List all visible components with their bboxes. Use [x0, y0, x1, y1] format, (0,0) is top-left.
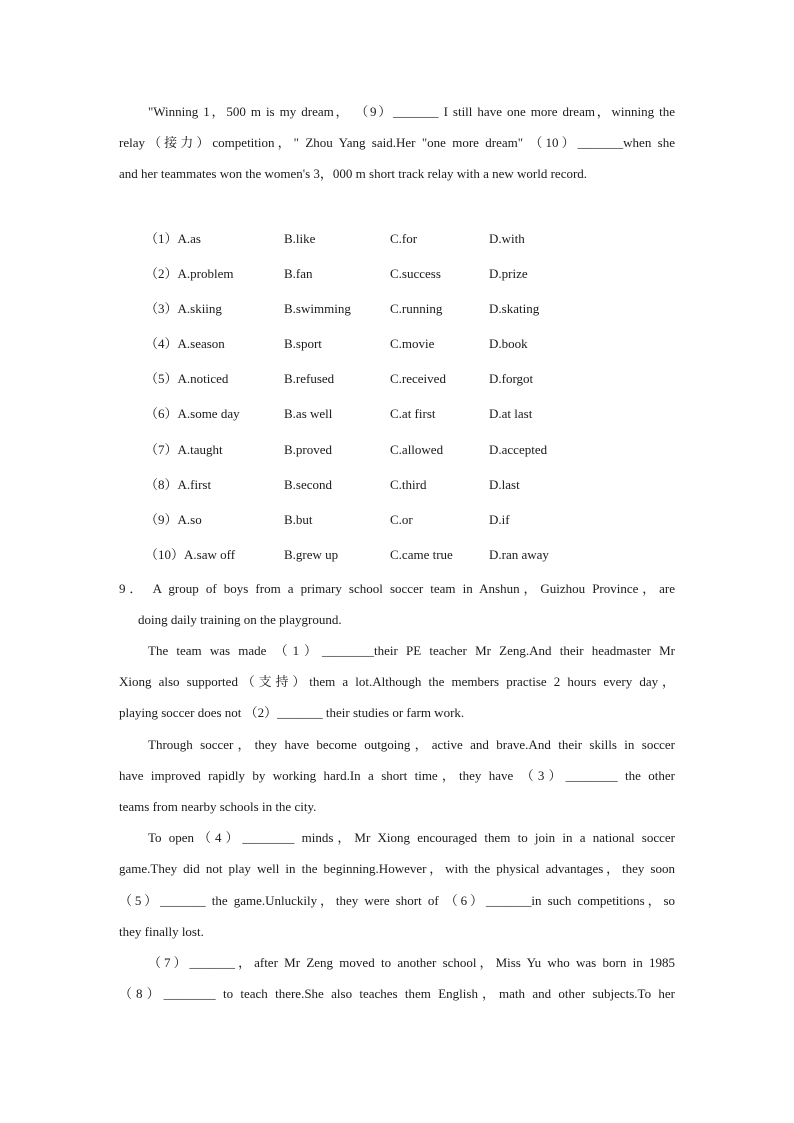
passage-line: To open（4）________ minds，Mr Xiong encouraged them to join in a national soccer: [148, 830, 675, 845]
passage-line: game.They did not play well in the beginning.However，with the physical advantages，they soon: [119, 861, 675, 876]
option-row: [0, 371, 794, 387]
option-a: （9）A.so: [145, 512, 202, 527]
option-c: C.came true: [390, 547, 453, 562]
passage-line: Xiong also supported（支持）them a lot.Although the members practise 2 hours every day，: [119, 674, 675, 689]
passage-line: relay（接力）competition，" Zhou Yang said.Her "one more dream" （10）_______when she: [119, 135, 675, 150]
option-d: D.if: [489, 512, 510, 527]
option-b: B.fan: [284, 266, 313, 281]
option-d: D.last: [489, 477, 520, 492]
option-c: C.for: [390, 231, 418, 246]
option-row: [0, 406, 794, 422]
passage-line: they finally lost.: [119, 924, 204, 939]
option-row: [0, 512, 794, 528]
option-c: C.or: [390, 512, 413, 527]
option-a: （3）A.skiing: [145, 301, 222, 316]
passage-line: （8）________ to teach there.She also teaches them English，math and other subjects.To her: [119, 986, 675, 1001]
option-row: [0, 231, 794, 247]
passage-line: and her teammates won the women's 3，000 m short track relay with a new world record.: [119, 166, 588, 181]
option-c: C.running: [390, 301, 443, 316]
passage-line: The team was made （1）________their PE teacher Mr Zeng.And their headmaster Mr: [148, 643, 675, 658]
option-row: [0, 301, 794, 317]
option-c: C.movie: [390, 336, 435, 351]
option-b: B.proved: [284, 442, 333, 457]
option-b: B.second: [284, 477, 333, 492]
option-a: （6）A.some day: [145, 406, 240, 421]
option-a: （7）A.taught: [145, 442, 223, 457]
option-d: D.ran away: [489, 547, 549, 562]
option-c: C.received: [390, 371, 446, 386]
option-d: D.with: [489, 231, 525, 246]
passage-line: Through soccer，they have become outgoing，active and brave.And their skills in soccer: [148, 737, 675, 752]
option-b: B.grew up: [284, 547, 339, 562]
option-row: [0, 336, 794, 352]
question-9-header: 9． A group of boys from a primary school soccer team in Anshun，Guizhou Province，are: [119, 581, 675, 596]
option-d: D.prize: [489, 266, 528, 281]
option-d: D.forgot: [489, 371, 534, 386]
option-c: C.third: [390, 477, 427, 492]
option-d: D.book: [489, 336, 528, 351]
option-a: （5）A.noticed: [145, 371, 229, 386]
option-row: [0, 266, 794, 282]
option-row: [0, 442, 794, 458]
option-c: C.at first: [390, 406, 436, 421]
option-b: B.sport: [284, 336, 322, 351]
option-a: （10）A.saw off: [145, 547, 236, 562]
option-d: D.accepted: [489, 442, 548, 457]
passage-line: "Winning 1，500 m is my dream， （9）_______ I still have one more dream，winning the: [148, 104, 675, 119]
option-d: D.at last: [489, 406, 533, 421]
option-a: （4）A.season: [145, 336, 225, 351]
passage-line: playing soccer does not （2）_______ their studies or farm work.: [119, 705, 465, 720]
passage-line: teams from nearby schools in the city.: [119, 799, 317, 814]
option-b: B.swimming: [284, 301, 351, 316]
option-b: B.refused: [284, 371, 335, 386]
question-9-header: doing daily training on the playground.: [138, 612, 342, 627]
option-c: C.allowed: [390, 442, 444, 457]
option-a: （2）A.problem: [145, 266, 234, 281]
option-b: B.but: [284, 512, 313, 527]
option-b: B.as well: [284, 406, 333, 421]
passage-line: have improved rapidly by working hard.In a short time，they have （3）________ the other: [119, 768, 675, 783]
option-a: （8）A.first: [145, 477, 212, 492]
option-a: （1）A.as: [145, 231, 201, 246]
option-b: B.like: [284, 231, 316, 246]
option-row: [0, 547, 794, 563]
passage-line: （7）_______，after Mr Zeng moved to another school，Miss Yu who was born in 1985: [148, 955, 675, 970]
option-c: C.success: [390, 266, 441, 281]
option-row: [0, 477, 794, 493]
passage-line: （5）_______ the game.Unluckily，they were short of （6）_______in such competitions，so: [119, 893, 675, 908]
option-d: D.skating: [489, 301, 540, 316]
